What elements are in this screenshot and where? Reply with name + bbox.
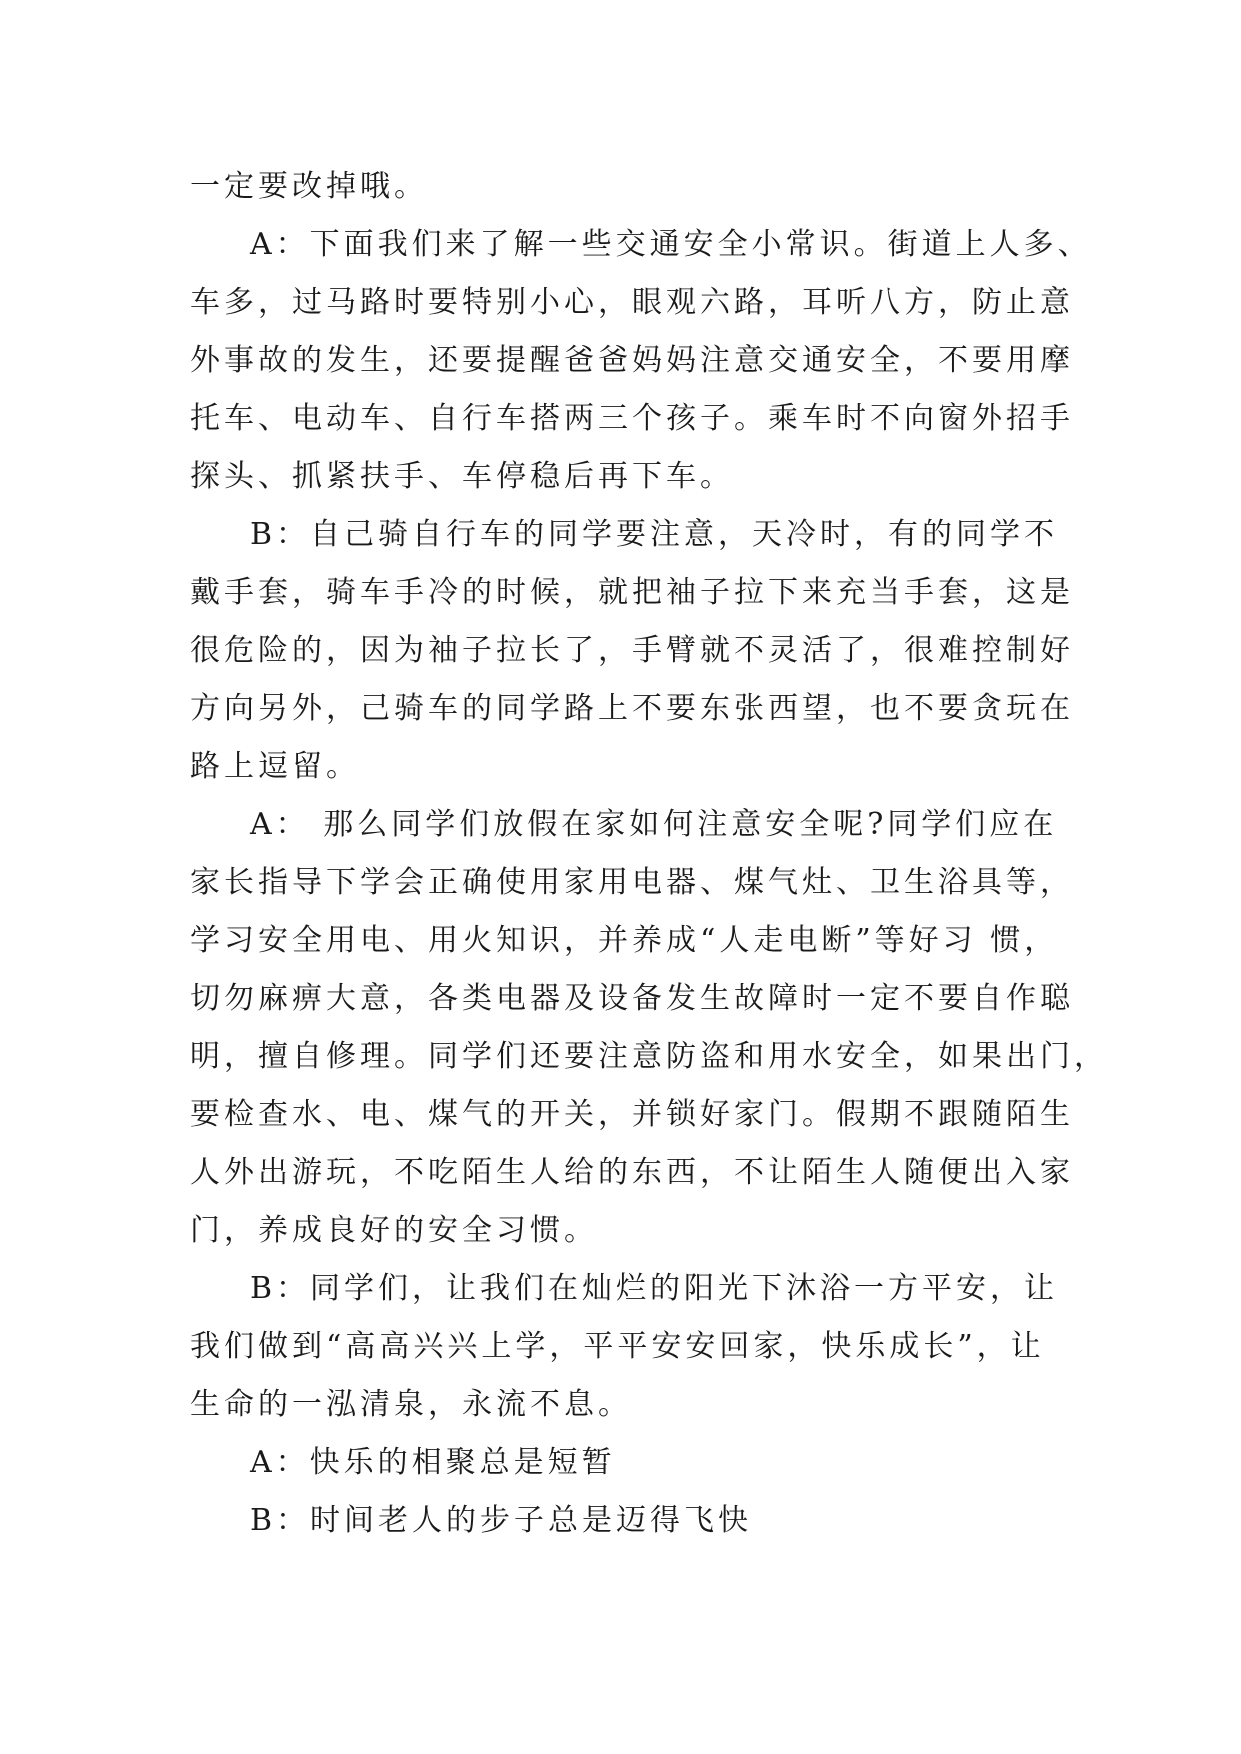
text-line: 要检查水、电、煤气的开关，并锁好家门。假期不跟随陌生: [190, 1097, 1074, 1132]
text-line: A：快乐的相聚总是短暂: [250, 1445, 616, 1480]
text-line: 人外出游玩，不吃陌生人给的东西，不让陌生人随便出入家: [190, 1155, 1074, 1190]
text-line: 学习安全用电、用火知识，并养成“人走电断”等好习 惯，: [190, 923, 1059, 958]
text-line: 探头、抓紧扶手、车停稳后再下车。: [190, 459, 734, 494]
text-line: B：自己骑自行车的同学要注意，天冷时，有的同学不: [250, 517, 1059, 552]
document-body: [190, 158, 1108, 1550]
text-line: 切勿麻痹大意，各类电器及设备发生故障时一定不要自作聪: [190, 981, 1074, 1016]
text-line: B：同学们，让我们在灿烂的阳光下沐浴一方平安，让: [250, 1271, 1059, 1306]
text-line: 我们做到“高高兴兴上学，平平安安回家，快乐成长”，让: [190, 1329, 1045, 1364]
text-line: 外事故的发生，还要提醒爸爸妈妈注意交通安全，不要用摩: [190, 343, 1074, 378]
text-line: A：下面我们来了解一些交通安全小常识。街道上人多、: [250, 227, 1092, 262]
text-line: B：时间老人的步子总是迈得飞快: [250, 1503, 753, 1538]
text-line: 一定要改掉哦。: [190, 169, 428, 204]
text-line: 生命的一泓清泉，永流不息。: [190, 1387, 632, 1422]
text-line: 方向另外，己骑车的同学路上不要东张西望，也不要贪玩在: [190, 691, 1074, 726]
text-line: 很危险的，因为袖子拉长了，手臂就不灵活了，很难控制好: [190, 633, 1074, 668]
text-line: 路上逗留。: [190, 749, 360, 784]
text-line: 门，养成良好的安全习惯。: [190, 1213, 598, 1248]
text-line: 家长指导下学会正确使用家用电器、煤气灶、卫生浴具等，: [190, 865, 1074, 900]
text-line: 明，擅自修理。同学们还要注意防盗和用水安全，如果出门，: [190, 1039, 1108, 1074]
text-line: 车多，过马路时要特别小心，眼观六路，耳听八方，防止意: [190, 285, 1074, 320]
text-line: 戴手套，骑车手冷的时候，就把袖子拉下来充当手套，这是: [190, 575, 1074, 610]
text-line: 托车、电动车、自行车搭两三个孩子。乘车时不向窗外招手: [190, 401, 1074, 436]
text-line: A： 那么同学们放假在家如何注意安全呢?同学们应在: [250, 807, 1058, 842]
